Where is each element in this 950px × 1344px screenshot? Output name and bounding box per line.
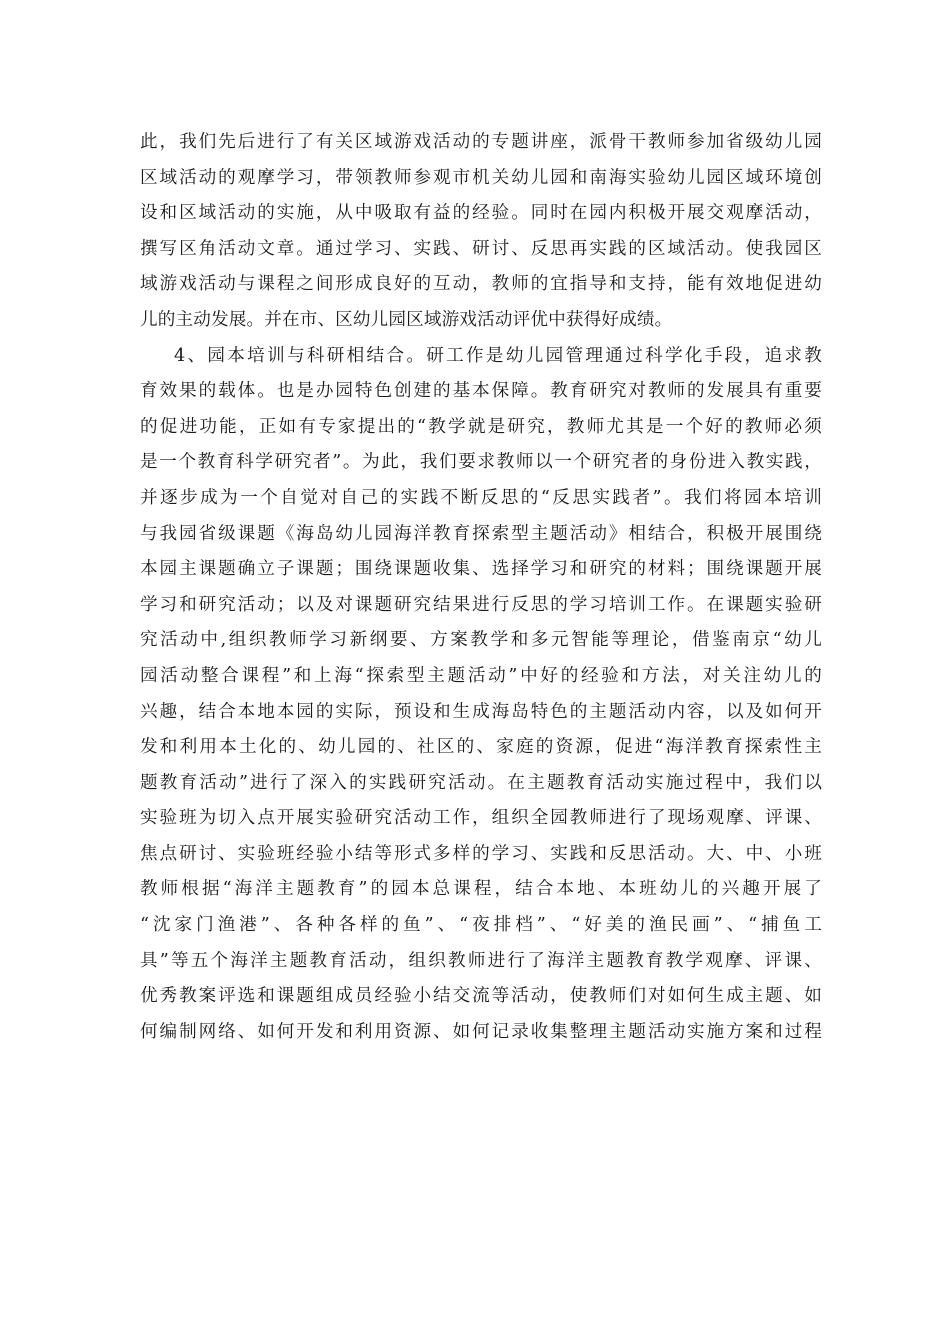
text-line: 育效果的载体。也是办园特色创建的基本保障。教育研究对教师的发展具有重要 <box>140 381 822 402</box>
text-line: 是一个教育科学研究者”。为此，我们要求教师以一个研究者的身份进入教实践， <box>140 452 822 473</box>
text-line: 撰写区角活动文章。通过学习、实践、研讨、反思再实践的区域活动。使我园区 <box>140 238 822 259</box>
text-line: 何编制网络、如何开发和利用资源、如何记录收集整理主题活动实施方案和过程 <box>140 1021 822 1042</box>
text-line: 发和利用本土化的、幼儿园的、社区的、家庭的资源，促进“海洋教育探索性主 <box>140 737 822 758</box>
text-line: 教师根据“海洋主题教育”的园本总课程，结合本地、本班幼儿的兴趣开展了 <box>140 879 822 900</box>
text-line: 设和区域活动的实施，从中吸取有益的经验。同时在园内积极开展交观摩活动， <box>140 203 822 224</box>
text-line: 区域活动的观摩学习，带领教师参观市机关幼儿园和南海实验幼儿园区域环境创 <box>140 167 822 188</box>
text-line: 实验班为切入点开展实验研究活动工作，组织全园教师进行了现场观摩、评课、 <box>140 808 822 829</box>
text-line: 究活动中,组织教师学习新纲要、方案教学和多元智能等理论，借鉴南京“幼儿 <box>140 630 822 651</box>
text-line: 焦点研讨、实验班经验小结等形式多样的学习、实践和反思活动。大、中、小班 <box>140 843 822 864</box>
text-line: 具”等五个海洋主题教育活动，组织教师进行了海洋主题教育教学观摩、评课、 <box>140 950 822 971</box>
text-line: 此，我们先后进行了有关区域游戏活动的专题讲座，派骨干教师参加省级幼儿园 <box>140 132 822 152</box>
paragraph-end-line: 儿的主动发展。并在市、区幼儿园区域游戏活动评优中获得好成绩。 <box>140 309 673 330</box>
text-line: 题教育活动”进行了深入的实践研究活动。在主题教育活动实施过程中，我们以 <box>140 772 822 793</box>
text-line: 优秀教案评选和课题组成员经验小结交流等活动，使教师们对如何生成主题、如 <box>140 986 822 1007</box>
text-line: 学习和研究活动；以及对课题研究结果进行反思的学习培训工作。在课题实验研 <box>140 594 822 615</box>
paragraph-start-line: 4、园本培训与科研相结合。研工作是幼儿园管理通过科学化手段，追求教 <box>174 345 822 366</box>
text-line: 并逐步成为一个自觉对自己的实践不断反思的“反思实践者”。我们将园本培训 <box>140 487 822 508</box>
text-line: 的促进功能，正如有专家提出的“教学就是研究，教师尤其是一个好的教师必须 <box>140 416 822 437</box>
text-line: 园活动整合课程”和上海“探索型主题活动”中好的经验和方法，对关注幼儿的 <box>140 665 822 686</box>
text-line: 与我园省级课题《海岛幼儿园海洋教育探索型主题活动》相结合，积极开展围绕 <box>140 523 822 544</box>
text-line: 兴趣，结合本地本园的实际，预设和生成海岛特色的主题活动内容，以及如何开 <box>140 701 822 722</box>
text-line: “沈家门渔港”、各种各样的鱼”、“夜排档”、“好美的渔民画”、“捕鱼工 <box>140 915 822 936</box>
text-line: 本园主课题确立子课题；围绕课题收集、选择学习和研究的材料；围绕课题开展 <box>140 559 822 580</box>
text-line: 域游戏活动与课程之间形成良好的互动，教师的宜指导和支持，能有效地促进幼 <box>140 274 822 295</box>
body-text <box>140 125 822 1050</box>
